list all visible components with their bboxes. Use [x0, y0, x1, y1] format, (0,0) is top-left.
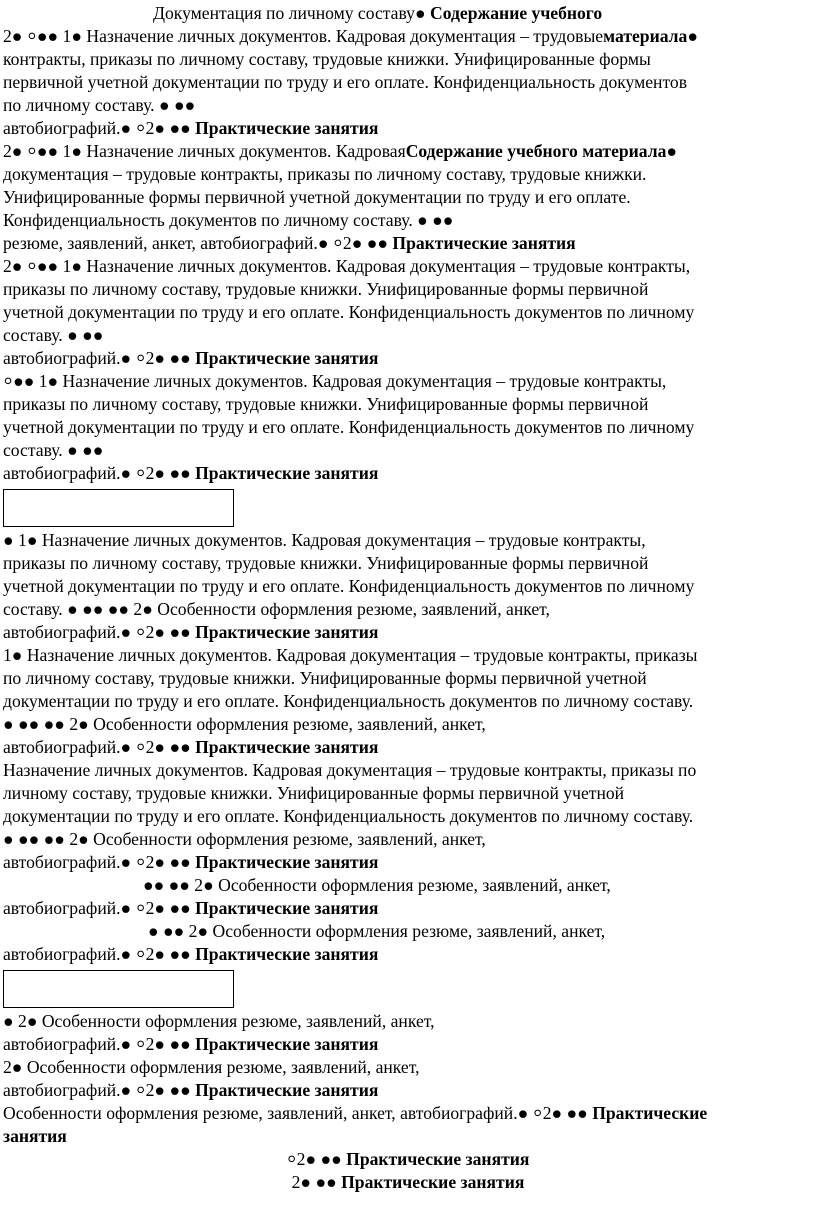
empty-frame-box — [3, 970, 234, 1008]
line-text: документации по труду и его оплате. Конфиденциальность документов по личному составу. — [3, 691, 694, 711]
line-text: Особенности оформления резюме, заявлений, анкет, автобиографий.● ⸰2● ●● — [3, 1103, 593, 1123]
text-line — [3, 690, 813, 713]
text-line — [3, 943, 813, 966]
line-text: автобиографий.● ⸰2● ●● — [3, 622, 196, 642]
text-line — [3, 278, 813, 301]
line-text: контракты, приказы по личному составу, трудовые книжки. Унифицированные формы — [3, 49, 651, 69]
text-line — [3, 1079, 813, 1102]
line-text: личному составу, трудовые книжки. Унифицированные формы первичной учетной — [3, 783, 625, 803]
line-bold-text: Практические занятия — [392, 233, 576, 253]
line-text: ●● ●● 2● Особенности оформления резюме, заявлений, анкет, — [143, 875, 611, 895]
text-line — [3, 1033, 813, 1056]
text-line — [3, 324, 813, 347]
text-line — [3, 621, 813, 644]
line-text: приказы по личному составу, трудовые книжки. Унифицированные формы первичной — [3, 279, 649, 299]
text-line — [3, 1102, 813, 1125]
line-bold-text: Практические занятия — [195, 944, 379, 964]
line-text: учетной документации по труду и его оплате. Конфиденциальность документов по личному — [3, 417, 695, 437]
line-text: 2● ⸰●● 1● Назначение личных документов. Кадровая — [3, 141, 406, 161]
line-bold-text: Практические занятия — [195, 463, 379, 483]
line-bold-text: Практические занятия — [195, 348, 379, 368]
line-bold-text: Содержание учебного — [430, 3, 603, 23]
text-line — [3, 759, 813, 782]
line-text: автобиографий.● ⸰2● ●● — [3, 463, 196, 483]
text-line — [3, 644, 813, 667]
line-text: резюме, заявлений, анкет, автобиографий.● ⸰2● ●● — [3, 233, 393, 253]
line-text: автобиографий.● ⸰2● ●● — [3, 737, 196, 757]
text-line — [3, 828, 813, 851]
text-line — [3, 186, 813, 209]
line-bold-text: Практические — [592, 1103, 708, 1123]
line-text: ● ●● ●● 2● Особенности оформления резюме, заявлений, анкет, — [3, 714, 486, 734]
empty-frame-box — [3, 489, 234, 527]
line-bold-text: Практические занятия — [341, 1172, 525, 1192]
line-text: учетной документации по труду и его оплате. Конфиденциальность документов по личному — [3, 302, 695, 322]
text-line — [3, 1010, 813, 1033]
line-bold-text: Практические занятия — [195, 898, 379, 918]
text-line — [3, 347, 813, 370]
text-line — [3, 874, 813, 897]
text-line — [3, 416, 813, 439]
line-text: составу. ● ●● — [3, 440, 104, 460]
line-text: 2● ⸰●● 1● Назначение личных документов. Кадровая документация – трудовые контракты, — [3, 256, 691, 276]
line-text: ● 1● Назначение личных документов. Кадровая документация – трудовые контракты, — [3, 530, 646, 550]
line-text: составу. ● ●● — [3, 325, 104, 345]
text-line — [3, 713, 813, 736]
line-text: 2● Особенности оформления резюме, заявлений, анкет, — [3, 1057, 420, 1077]
text-line — [3, 1148, 813, 1171]
line-text: 1● Назначение личных документов. Кадровая документация – трудовые контракты, приказы — [3, 645, 698, 665]
line-text: автобиографий.● ⸰2● ●● — [3, 118, 196, 138]
text-line — [3, 575, 813, 598]
line-text: автобиографий.● ⸰2● ●● — [3, 898, 196, 918]
text-line — [3, 393, 813, 416]
line-text: ● ●● 2● Особенности оформления резюме, заявлений, анкет, — [148, 921, 606, 941]
line-text: приказы по личному составу, трудовые книжки. Унифицированные формы первичной — [3, 553, 649, 573]
text-line — [3, 1171, 813, 1194]
text-line — [3, 598, 813, 621]
line-text: Унифицированные формы первичной учетной документации по труду и его оплате. — [3, 187, 631, 207]
text-line — [3, 370, 813, 393]
line-text: составу. ● ●● ●● 2● Особенности оформления резюме, заявлений, анкет, — [3, 599, 550, 619]
line-bold-text: занятия — [3, 1126, 67, 1146]
line-text: автобиографий.● ⸰2● ●● — [3, 852, 196, 872]
line-text: первичной учетной документации по труду и его оплате. Конфиденциальность документов — [3, 72, 688, 92]
line-bold-text: Практические занятия — [195, 737, 379, 757]
text-line — [3, 897, 813, 920]
line-text: документации по труду и его оплате. Конфиденциальность документов по личному составу. — [3, 806, 694, 826]
line-text: ● 2● Особенности оформления резюме, заявлений, анкет, — [3, 1011, 435, 1031]
line-text: Конфиденциальность документов по личному составу. ● ●● — [3, 210, 454, 230]
line-bold-text: Практические занятия — [195, 852, 379, 872]
text-line — [3, 439, 813, 462]
text-line — [3, 805, 813, 828]
line-text: ● ●● ●● 2● Особенности оформления резюме, заявлений, анкет, — [3, 829, 486, 849]
line-bold-text: Практические занятия — [346, 1149, 530, 1169]
text-line — [3, 920, 813, 943]
line-text: ⸰●● 1● Назначение личных документов. Кадровая документация – трудовые контракты, — [3, 371, 667, 391]
line-text: по личному составу, трудовые книжки. Унифицированные формы первичной учетной — [3, 668, 647, 688]
line-text: Документация по личному составу● — [153, 3, 431, 23]
line-text: 2● ⸰●● 1● Назначение личных документов. Кадровая документация – трудовые — [3, 26, 604, 46]
text-line — [3, 667, 813, 690]
line-text: автобиографий.● ⸰2● ●● — [3, 944, 196, 964]
text-line — [3, 552, 813, 575]
line-bold-text: материала● — [603, 26, 698, 46]
line-text: документация – трудовые контракты, приказы по личному составу, трудовые книжки. — [3, 164, 647, 184]
text-line — [3, 163, 813, 186]
line-text: приказы по личному составу, трудовые книжки. Унифицированные формы первичной — [3, 394, 649, 414]
text-line — [3, 736, 813, 759]
text-line — [3, 2, 813, 25]
text-line — [3, 71, 813, 94]
line-text: автобиографий.● ⸰2● ●● — [3, 1034, 196, 1054]
line-text: по личному составу. ● ●● — [3, 95, 196, 115]
line-bold-text: Содержание учебного материала● — [405, 141, 678, 161]
line-bold-text: Практические занятия — [195, 118, 379, 138]
line-bold-text: Практические занятия — [195, 1080, 379, 1100]
text-line — [3, 301, 813, 324]
text-line — [3, 94, 813, 117]
text-line — [3, 140, 813, 163]
text-line — [3, 1125, 813, 1148]
text-line — [3, 232, 813, 255]
text-line — [3, 48, 813, 71]
line-text: автобиографий.● ⸰2● ●● — [3, 348, 196, 368]
text-line — [3, 117, 813, 140]
text-line — [3, 209, 813, 232]
text-line — [3, 1056, 813, 1079]
text-line — [3, 462, 813, 485]
line-bold-text: Практические занятия — [195, 1034, 379, 1054]
line-text: ⸰2● ●● — [286, 1149, 347, 1169]
line-bold-text: Практические занятия — [195, 622, 379, 642]
line-text: учетной документации по труду и его оплате. Конфиденциальность документов по личному — [3, 576, 695, 596]
text-line — [3, 25, 813, 48]
text-line — [3, 255, 813, 278]
line-text: 2● ●● — [291, 1172, 342, 1192]
line-text: Назначение личных документов. Кадровая документация – трудовые контракты, приказы по — [3, 760, 697, 780]
text-line — [3, 529, 813, 552]
text-line — [3, 782, 813, 805]
line-text: автобиографий.● ⸰2● ●● — [3, 1080, 196, 1100]
text-line — [3, 851, 813, 874]
